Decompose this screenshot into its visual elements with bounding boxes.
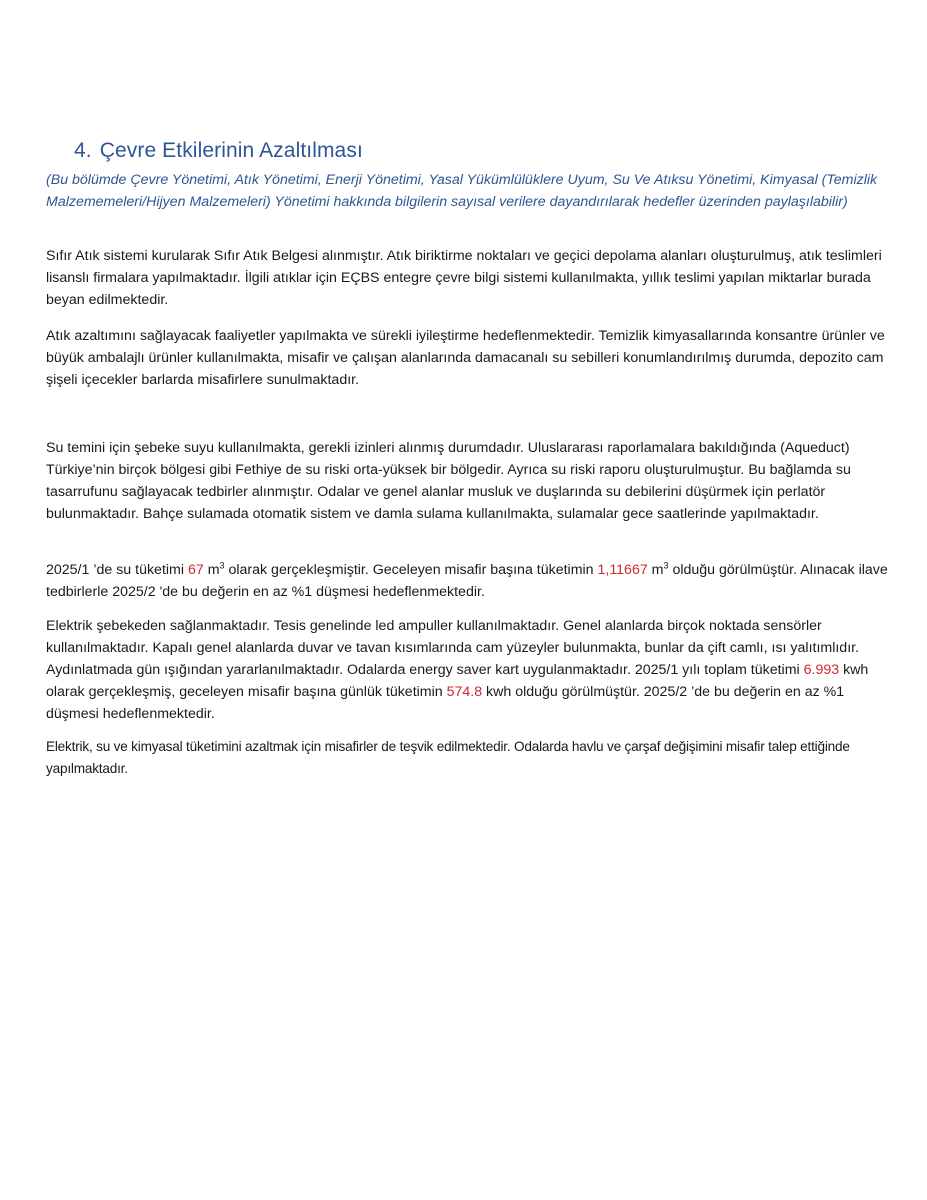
electricity-total-value: 6.993 [803,662,840,678]
section-title: Çevre Etkilerinin Azaltılması [99,139,363,162]
paragraph-water-supply: Su temini için şebeke suyu kullanılmakta, gerekli izinleri alınmış durumdadır. Uluslararası raporlamalara bakıldığında (Aqueduct) Türkiye’nin birçok bölgesi gibi Fethiye de su riski orta-yüksek bir bölgedir. Ayrıca su riski raporu oluşturulmuştur. Bu bağlamda su tasarrufunu sağlayacak tedbirler alınmıştır. Odalar ve genel alanlar musluk ve duşlarında su debilerini düşürmek için perlatör bulunmaktadır. Bahçe sulamada otomatik sistem ve damla sulama kullanılmakta, sulamalar gece saatlerinde yapılmaktadır. [46,440,851,522]
superscript: 3 [663,560,669,571]
text-run: Elektrik şebekeden sağlanmaktadır. Tesis genelinde led ampuller kullanılmaktadır. Genel alanlarda birçok noktada sensörler kullanılmaktadır. Kapalı genel alanlarda duvar ve tavan kısımlarında cam yüzeyler bulunmakta, bunlar da çift camlı, ısı yalıtımlıdır. Aydınlatmada gün ışığından yararlanılmaktadır. Odalarda energy saver kart uygulanmaktadır. 2025/1 yılı toplam tüketimi [46,618,860,678]
section-heading [74,139,363,163]
water-per-guest-value: 1,11667 [597,562,648,578]
water-total-value: 67 [187,562,204,578]
text-run: olduğu görülmüştür. Alınacak ilave tedbirlerle 2025/2 'de bu değerin en az %1 düşmesi hedeflenmektedir. [46,562,888,600]
text-run: olarak gerçekleşmiştir. Geceleyen misafir başına tüketimin [224,562,598,578]
text-run: kwh olduğu görülmüştür. 2025/2 ’de bu değerin en az %1 düşmesi hedeflenmektedir. [46,684,845,722]
paragraph-electricity [46,615,894,725]
paragraph-waste-reduction: Atık azaltımını sağlayacak faaliyetler yapılmakta ve sürekli iyileştirme hedeflenmektedir. Temizlik kimyasallarında konsantre ürünler ve büyük ambalajlı ürünler kullanılmakta, misafir ve çalışan alanlarında damacanalı su sebilleri konumlandırılmış durumda, depozito cam şişeli içecekler barlarda misafirlere sunulmaktadır. [46,328,885,388]
unit: m [203,562,220,578]
superscript: 3 [219,560,225,571]
text-run: 2025/1 ’de su tüketimi [46,562,188,578]
paragraph-waste-system: Sıfır Atık sistemi kurularak Sıfır Atık Belgesi alınmıştır. Atık biriktirme noktaları ve geçici depolama alanları oluşturulmuş, atık teslimleri lisanslı firmalara yapılmaktadır. İlgili atıklar için EÇBS entegre çevre bilgi sistemi kullanılmakta, yıllık teslimi yapılan miktarlar burada beyan edilmektedir. [46,248,882,308]
paragraph-guest-encouragement: Elektrik, su ve kimyasal tüketimini azaltmak için misafirler de teşvik edilmektedir. Odalarda havlu ve çarşaf değişimini misafir talep ettiğinde yapılmaktadır. [46,739,850,776]
electricity-per-guest-value: 574.8 [446,684,483,700]
text-run: kwh olarak gerçekleşmiş, geceleyen misafir başına günlük tüketimin [46,662,869,700]
section-number: 4. [74,139,92,162]
section-intro: (Bu bölümde Çevre Yönetimi, Atık Yönetimi, Enerji Yönetimi, Yasal Yükümlülüklere Uyum, Su Ve Atıksu Yönetimi, Kimyasal (Temizlik Malzememeleri/Hijyen Malzemeleri) Yönetimi hakkında bilgilerin sayısal verilere dayandırılarak hedefler üzerinden paylaşılabilir) [46,172,878,210]
paragraph-water-consumption [46,559,894,603]
unit: m [647,562,664,578]
